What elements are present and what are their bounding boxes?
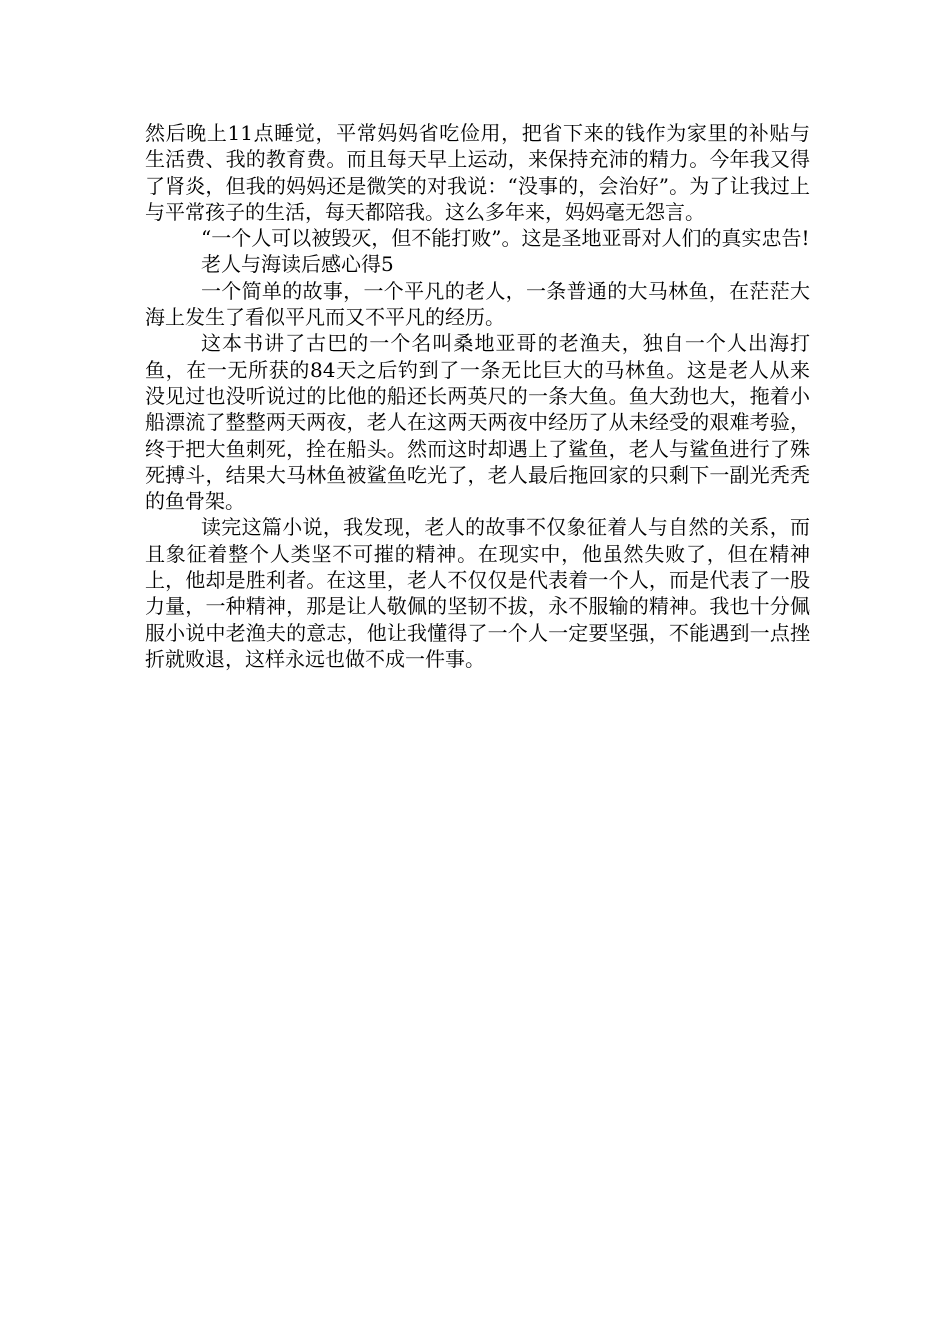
paragraph-summary: 这本书讲了古巴的一个名叫桑地亚哥的老渔夫，独自一个人出海打鱼，在一无所获的84天之后钓到了一条无比巨大的马林鱼。这是老人从来没见过也没听说过的比他的船还长两英尺的一条大鱼。鱼大劲也大，拖着小船漂流了整整两天两夜，老人在这两天两夜中经历了从未经受的艰难考验，终于把大鱼刺死，拴在船头。然而这时却遇上了鲨鱼，老人与鲨鱼进行了殊死搏斗，结果大马林鱼被鲨鱼吃光了，老人最后拖回家的只剩下一副光秃秃的鱼骨架。 [145, 331, 810, 514]
paragraph-reflection: 读完这篇小说，我发现，老人的故事不仅象征着人与自然的关系，而且象征着整个人类坚不可摧的精神。在现实中，他虽然失败了，但在精神上，他却是胜利者。在这里，老人不仅仅是代表着一个人，而是代表了一股力量，一种精神，那是让人敬佩的坚韧不拔，永不服输的精神。我也十分佩服小说中老渔夫的意志，他让我懂得了一个人一定要坚强，不能遇到一点挫折就败退，这样永远也做不成一件事。 [145, 515, 810, 671]
section-heading: 老人与海读后感心得5 [201, 252, 394, 277]
paragraph-intro: 一个简单的故事，一个平凡的老人，一条普通的大马林鱼，在茫茫大海上发生了看似平凡而又不平凡的经历。 [145, 278, 810, 330]
document-body [145, 120, 810, 672]
paragraph-quote: “一个人可以被毁灭，但不能打败”。这是圣地亚哥对人们的真实忠告! [201, 226, 810, 251]
paragraph-continuation: 然后晚上11点睡觉，平常妈妈省吃俭用，把省下来的钱作为家里的补贴与生活费、我的教育费。而且每天早上运动，来保持充沛的精力。今年我又得了肾炎，但我的妈妈还是微笑的对我说：“没事的，会治好”。为了让我过上与平常孩子的生活，每天都陪我。这么多年来，妈妈毫无怨言。 [145, 121, 810, 224]
